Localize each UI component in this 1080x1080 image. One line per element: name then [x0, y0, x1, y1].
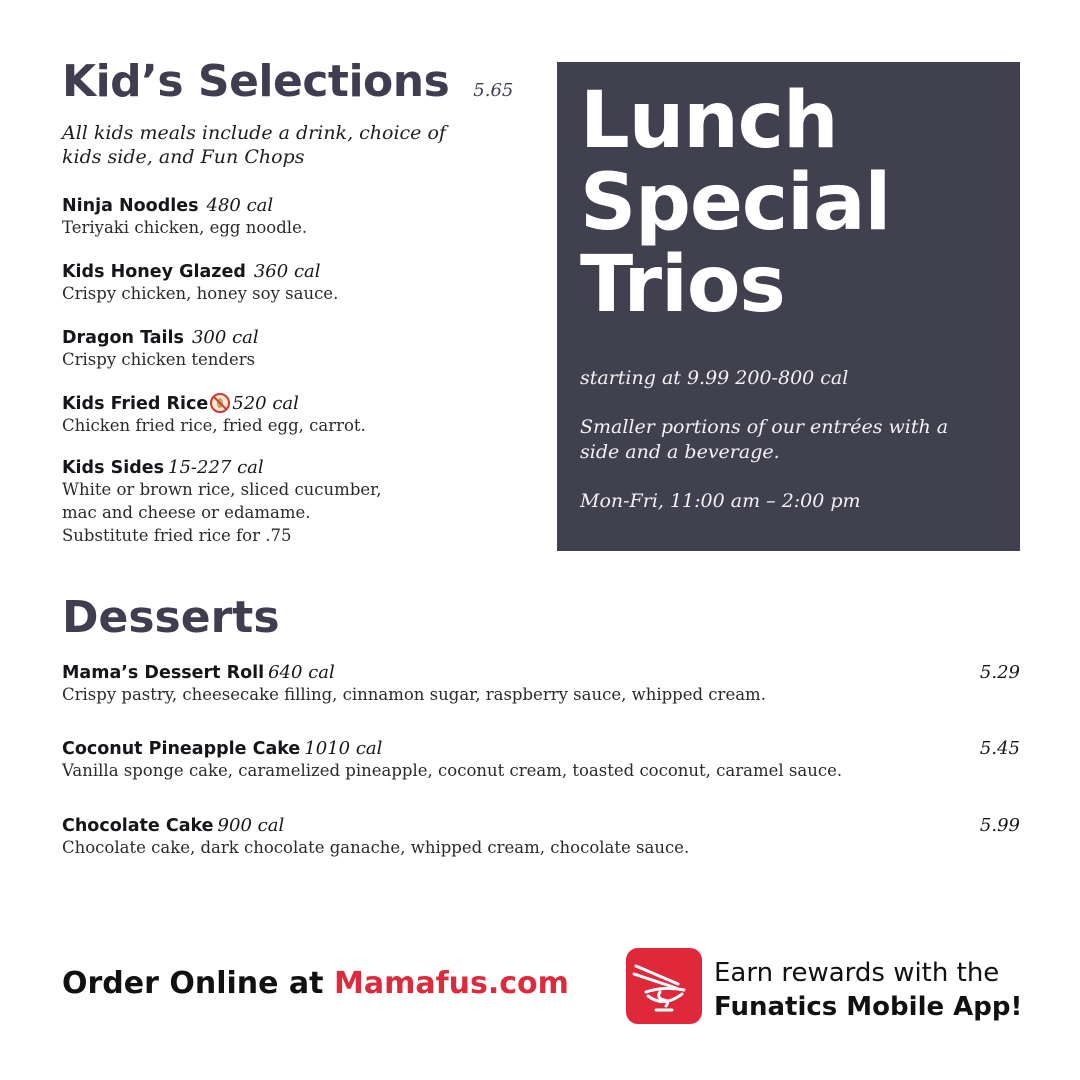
order-prefix: Order Online at — [62, 966, 324, 1001]
item-calories: 520 cal — [232, 393, 299, 414]
item-price: 5.99 — [979, 815, 1020, 836]
item-description: Teriyaki chicken, egg noodle. — [62, 218, 308, 237]
item-calories: 900 cal — [217, 815, 285, 836]
item-calories: 1010 cal — [304, 738, 383, 759]
item-name: Kids Fried Rice — [62, 394, 209, 414]
lunch-hours: Mon-Fri, 11:00 am – 2:00 pm — [580, 490, 861, 512]
order-online-text — [62, 966, 569, 1001]
item-name: Ninja Noodles — [62, 196, 199, 216]
item-name: Dragon Tails — [62, 328, 184, 348]
desserts-title: Desserts — [62, 592, 280, 643]
item-description: Crispy chicken tenders — [62, 350, 256, 369]
kid-item-honey-glazed — [62, 261, 532, 305]
kids-section — [62, 56, 532, 547]
kid-item-fried-rice — [62, 393, 532, 437]
kids-title: Kid’s Selections — [62, 56, 450, 107]
noodle-bowl-chopsticks-icon[interactable] — [626, 948, 702, 1024]
item-name: Kids Sides — [62, 458, 165, 478]
dessert-item-coconut-pineapple-cake — [62, 738, 1020, 782]
item-description: Chocolate cake, dark chocolate ganache, whipped cream, chocolate sauce. — [62, 838, 690, 857]
kids-header — [62, 56, 532, 107]
item-calories: 640 cal — [268, 662, 335, 683]
order-website-link[interactable]: Mamafus.com — [333, 966, 569, 1001]
item-calories: 360 cal — [253, 261, 321, 282]
app-logo-graphic — [626, 948, 702, 1024]
item-calories: 15-227 cal — [168, 457, 264, 478]
app-promo — [714, 956, 1044, 1024]
lunch-description: Smaller portions of our entrées with a side and a beverage. — [580, 416, 949, 463]
lunch-title-line: Trios — [580, 240, 785, 330]
item-description: Crispy chicken, honey soy sauce. — [62, 284, 339, 303]
item-calories: 480 cal — [206, 195, 274, 216]
kid-item-sides — [62, 457, 532, 547]
kids-intro: All kids meals include a drink, choice of kids side, and Fun Chops — [62, 122, 446, 168]
app-promo-line2: Funatics Mobile App! — [714, 992, 1023, 1022]
app-promo-line1: Earn rewards with the — [714, 958, 1000, 988]
item-description: White or brown rice, sliced cucumber, mac and cheese or edamame. Substitute fried rice for .75 — [62, 480, 382, 545]
item-description: Chicken fried rice, fried egg, carrot. — [62, 416, 366, 435]
item-name: Coconut Pineapple Cake — [62, 739, 301, 759]
kid-item-dragon-tails — [62, 327, 532, 371]
kid-item-ninja-noodles — [62, 195, 532, 239]
kids-price: 5.65 — [473, 80, 514, 101]
no-peanut-icon — [210, 393, 230, 413]
item-name: Kids Honey Glazed — [62, 262, 246, 282]
dessert-item-dessert-roll — [62, 662, 1020, 706]
item-price: 5.29 — [979, 662, 1020, 683]
item-name: Mama’s Dessert Roll — [62, 663, 265, 683]
dessert-item-chocolate-cake — [62, 815, 1020, 859]
item-description: Crispy pastry, cheesecake filling, cinnamon sugar, raspberry sauce, whipped cream. — [62, 685, 766, 704]
item-price: 5.45 — [979, 738, 1020, 759]
item-name: Chocolate Cake — [62, 816, 214, 836]
lunch-title — [580, 76, 998, 330]
lunch-title-line: Lunch — [580, 76, 838, 166]
item-calories: 300 cal — [191, 327, 259, 348]
item-description: Vanilla sponge cake, caramelized pineapple, coconut cream, toasted coconut, caramel sauce. — [62, 761, 843, 780]
lunch-title-line: Special — [580, 158, 891, 248]
lunch-starting-price: starting at 9.99 200-800 cal — [580, 367, 849, 389]
lunch-special-box — [557, 62, 1020, 551]
